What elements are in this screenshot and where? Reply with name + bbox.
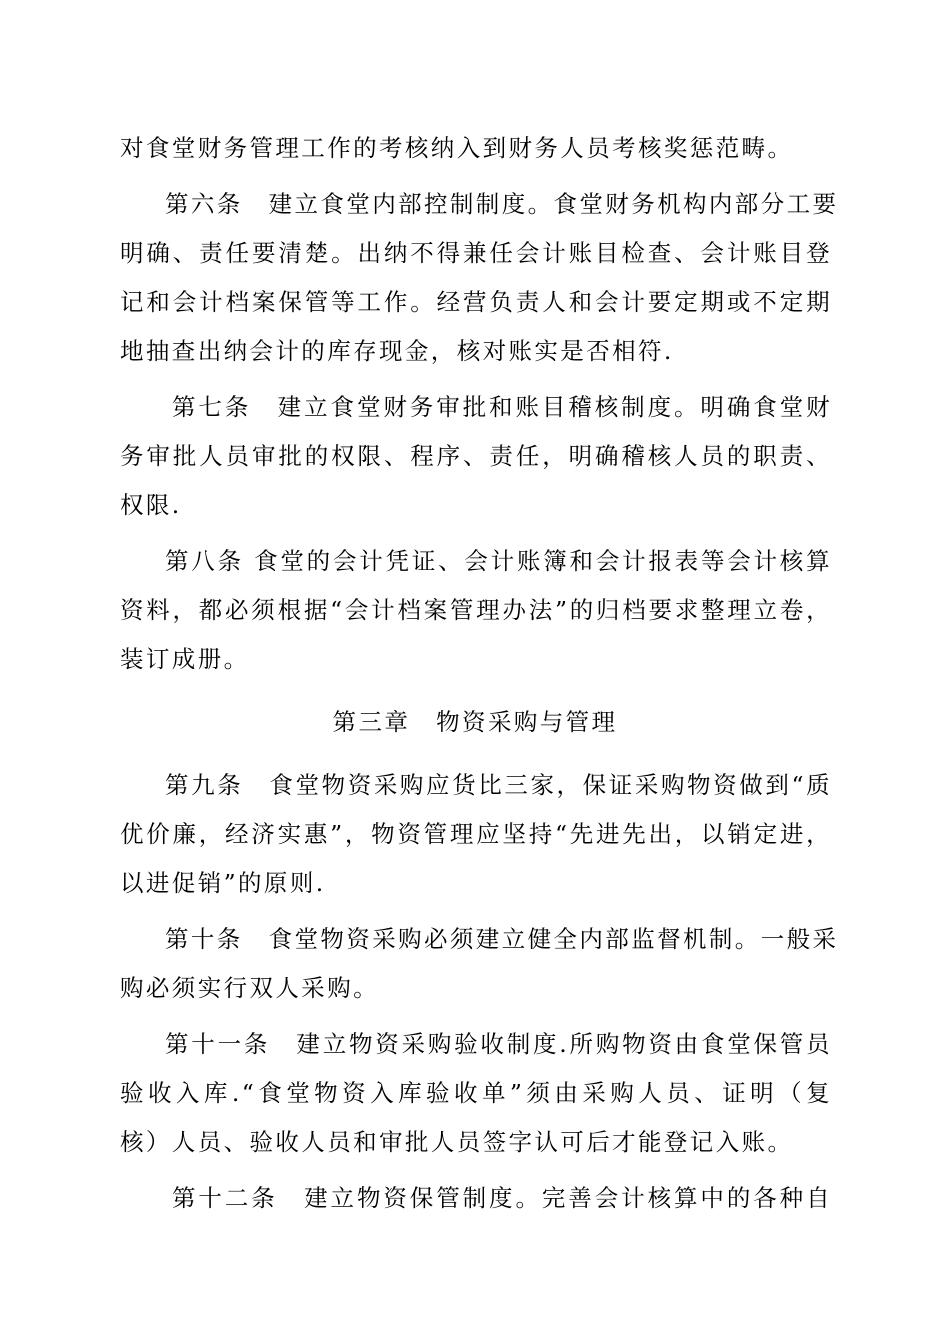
paragraph-line: 以进促销”的原则. <box>120 869 326 897</box>
chapter-heading: 第三章 物资采购与管理 <box>332 708 618 736</box>
paragraph-line: 务审批人员审批的权限、程序、责任，明确稽核人员的职责、 <box>120 442 832 470</box>
article-9-line: 第九条 食堂物资采购应货比三家，保证采购物资做到“质 <box>165 771 832 799</box>
article-8-line: 第八条 食堂的会计凭证、会计账簿和会计报表等会计核算 <box>165 547 832 575</box>
paragraph-line: 优价廉，经济实惠”，物资管理应坚持“先进先出，以销定进， <box>120 820 832 848</box>
article-11-line: 第十一条 建立物资采购验收制度.所购物资由食堂保管员 <box>165 1030 832 1058</box>
article-6-line: 第六条 建立食堂内部控制制度。食堂财务机构内部分工要 <box>165 190 839 218</box>
paragraph-line: 权限. <box>120 491 182 519</box>
paragraph-line: 购必须实行双人采购。 <box>120 974 379 1002</box>
article-12-line: 第十二条 建立物资保管制度。完善会计核算中的各种自 <box>172 1184 832 1212</box>
article-10-line: 第十条 食堂物资采购必须建立健全内部监督机制。一般采 <box>165 925 839 953</box>
article-7-line: 第七条 建立食堂财务审批和账目稽核制度。明确食堂财 <box>172 393 832 421</box>
paragraph-line: 记和会计档案保管等工作。经营负责人和会计要定期或不定期 <box>120 288 832 316</box>
paragraph-line: 明确、责任要清楚。出纳不得兼任会计账目检查、会计账目登 <box>120 239 832 267</box>
paragraph-line: 对食堂财务管理工作的考核纳入到财务人员考核奖惩范畴。 <box>120 134 794 162</box>
paragraph-line: 装订成册。 <box>120 645 250 673</box>
paragraph-line: 资料，都必须根据“会计档案管理办法”的归档要求整理立卷， <box>120 596 832 624</box>
paragraph-line: 核）人员、验收人员和审批人员签字认可后才能登记入账。 <box>120 1128 794 1156</box>
paragraph-line: 验收入库.“食堂物资入库验收单”须由采购人员、证明（复 <box>120 1079 832 1107</box>
paragraph-line: 地抽查出纳会计的库存现金，核对账实是否相符. <box>120 337 674 365</box>
